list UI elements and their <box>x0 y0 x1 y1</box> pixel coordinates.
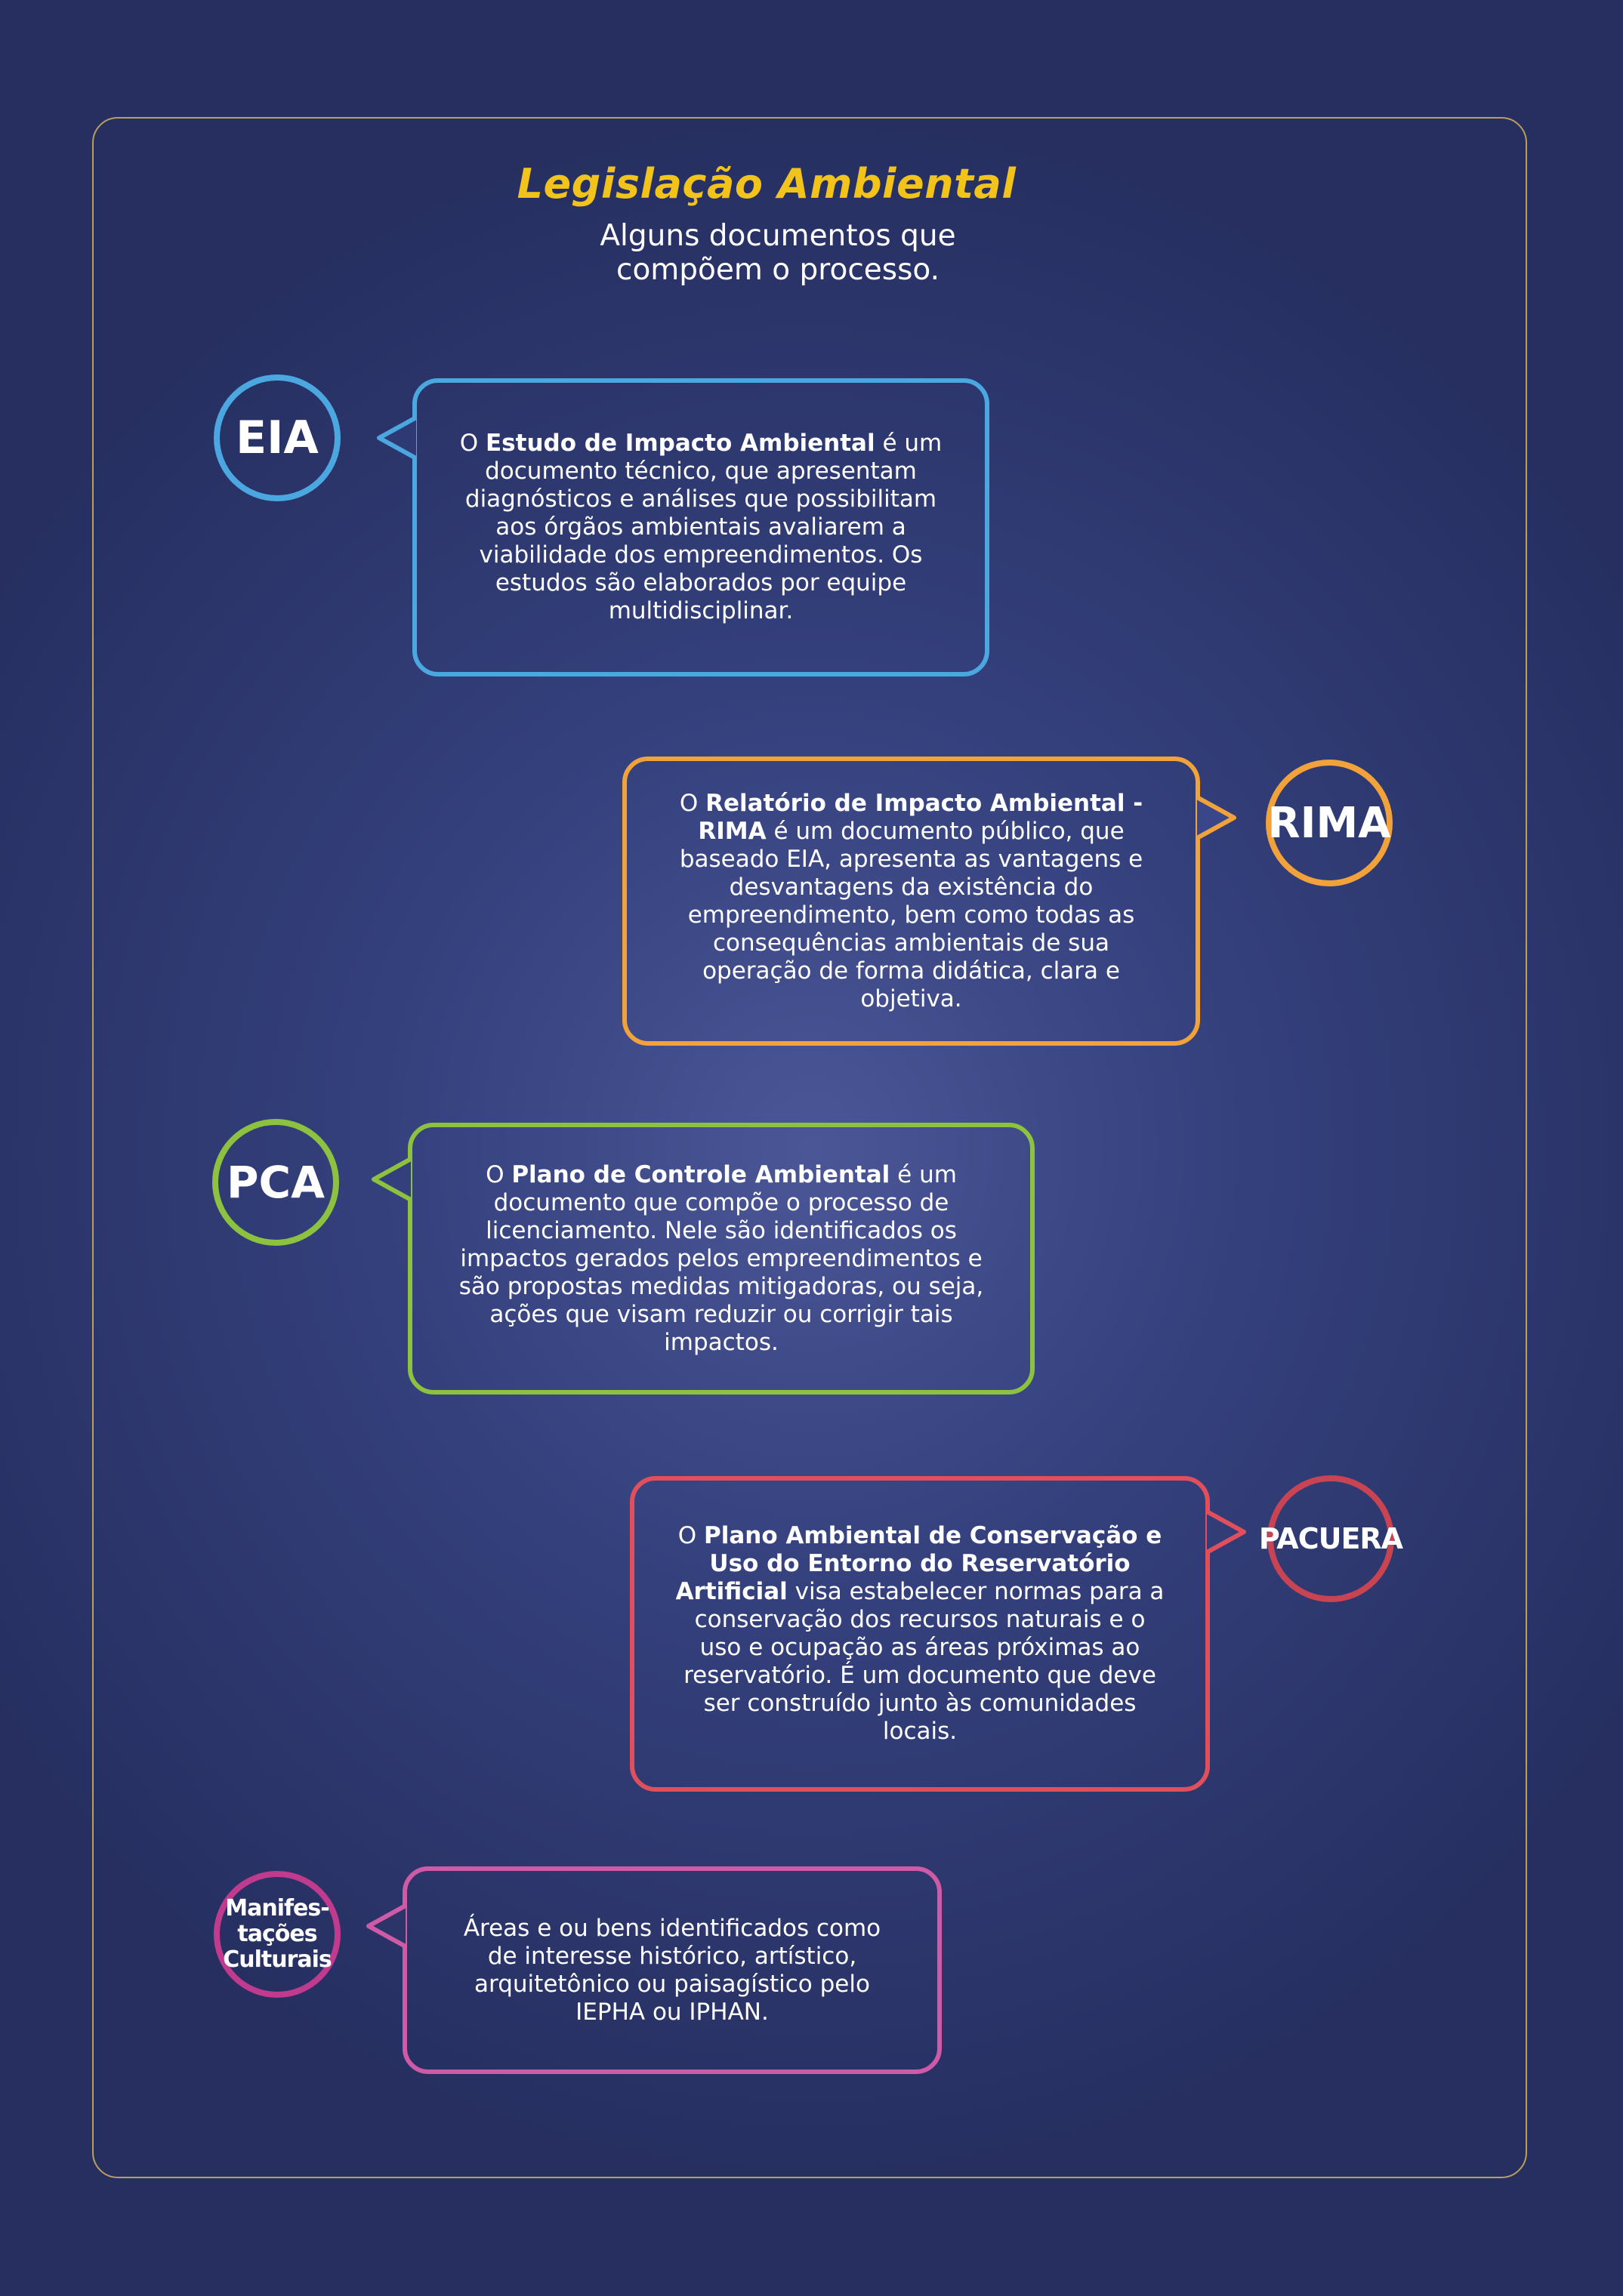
pca-badge <box>212 1119 339 1246</box>
culturais-description-bubble <box>403 1866 942 2074</box>
pacuera-badge-label: PACUERA <box>1258 1522 1403 1555</box>
pca-description: O Plano de Controle Ambiental é um documento que compõe o processo de licenciamento. Nele são identificados os impactos gerados pelos empreendimentos e são propostas medidas mitigadoras, ou seja, ações que visam reduzir ou corrigir tais impactos. <box>458 1160 984 1356</box>
subtitle-line: Alguns documentos que <box>600 219 956 253</box>
rima-badge <box>1266 760 1393 886</box>
culturais-bubble-pointer <box>364 1903 409 1956</box>
pca-description-bubble <box>408 1123 1035 1395</box>
eia-badge-label: EIA <box>236 411 319 464</box>
eia-description: O Estudo de Impacto Ambiental é um documento técnico, que apresentam diagnósticos e análises que possibilitam aos órgãos ambientais avaliarem a viabilidade dos empreendimentos. Os estudos são elaborados por equipe multidisciplinar. <box>459 430 943 624</box>
pca-bubble-pointer <box>369 1157 415 1210</box>
culturais-badge-line: tações <box>237 1921 317 1947</box>
eia-bubble-pointer <box>375 415 420 468</box>
culturais-description: Áreas e ou bens identificados como de interesse histórico, artístico, arquitetônico ou paisagístico pelo IEPHA ou IPHAN. <box>463 1914 881 2026</box>
culturais-badge-line: Culturais <box>223 1946 332 1973</box>
eia-description-bubble <box>412 378 989 676</box>
rima-bubble-pointer <box>1193 795 1239 848</box>
page-title: Legislação Ambiental <box>517 160 1017 208</box>
culturais-badge <box>214 1871 341 1998</box>
page-subtitle <box>491 219 1065 287</box>
rima-badge-label: RIMA <box>1267 798 1391 848</box>
pacuera-badge <box>1258 1475 1403 1602</box>
pca-badge-label: PCA <box>227 1157 325 1208</box>
rima-description-bubble <box>622 757 1200 1046</box>
culturais-badge-line: Manifes- <box>225 1895 329 1922</box>
pacuera-description: O Plano Ambiental de Conservação e Uso do Entorno do Reservatório Artificial visa estabelecer normas para a conservação dos recursos naturais e o uso e ocupação as áreas próximas ao reservatório. É um documento que deve ser construído junto às comunidades locais. <box>675 1522 1165 1745</box>
rima-description: O Relatório de Impacto Ambiental - RIMA é um documento público, que baseado EIA, apresenta as vantagens e desvantagens da existência do empreendimento, bem como todas as consequências ambientais de sua operação de forma didática, clara e objetiva. <box>679 789 1143 1012</box>
eia-badge <box>214 374 341 501</box>
pacuera-bubble-pointer <box>1203 1509 1248 1562</box>
pacuera-description-bubble <box>630 1476 1210 1792</box>
subtitle-line: compõem o processo. <box>616 253 940 287</box>
